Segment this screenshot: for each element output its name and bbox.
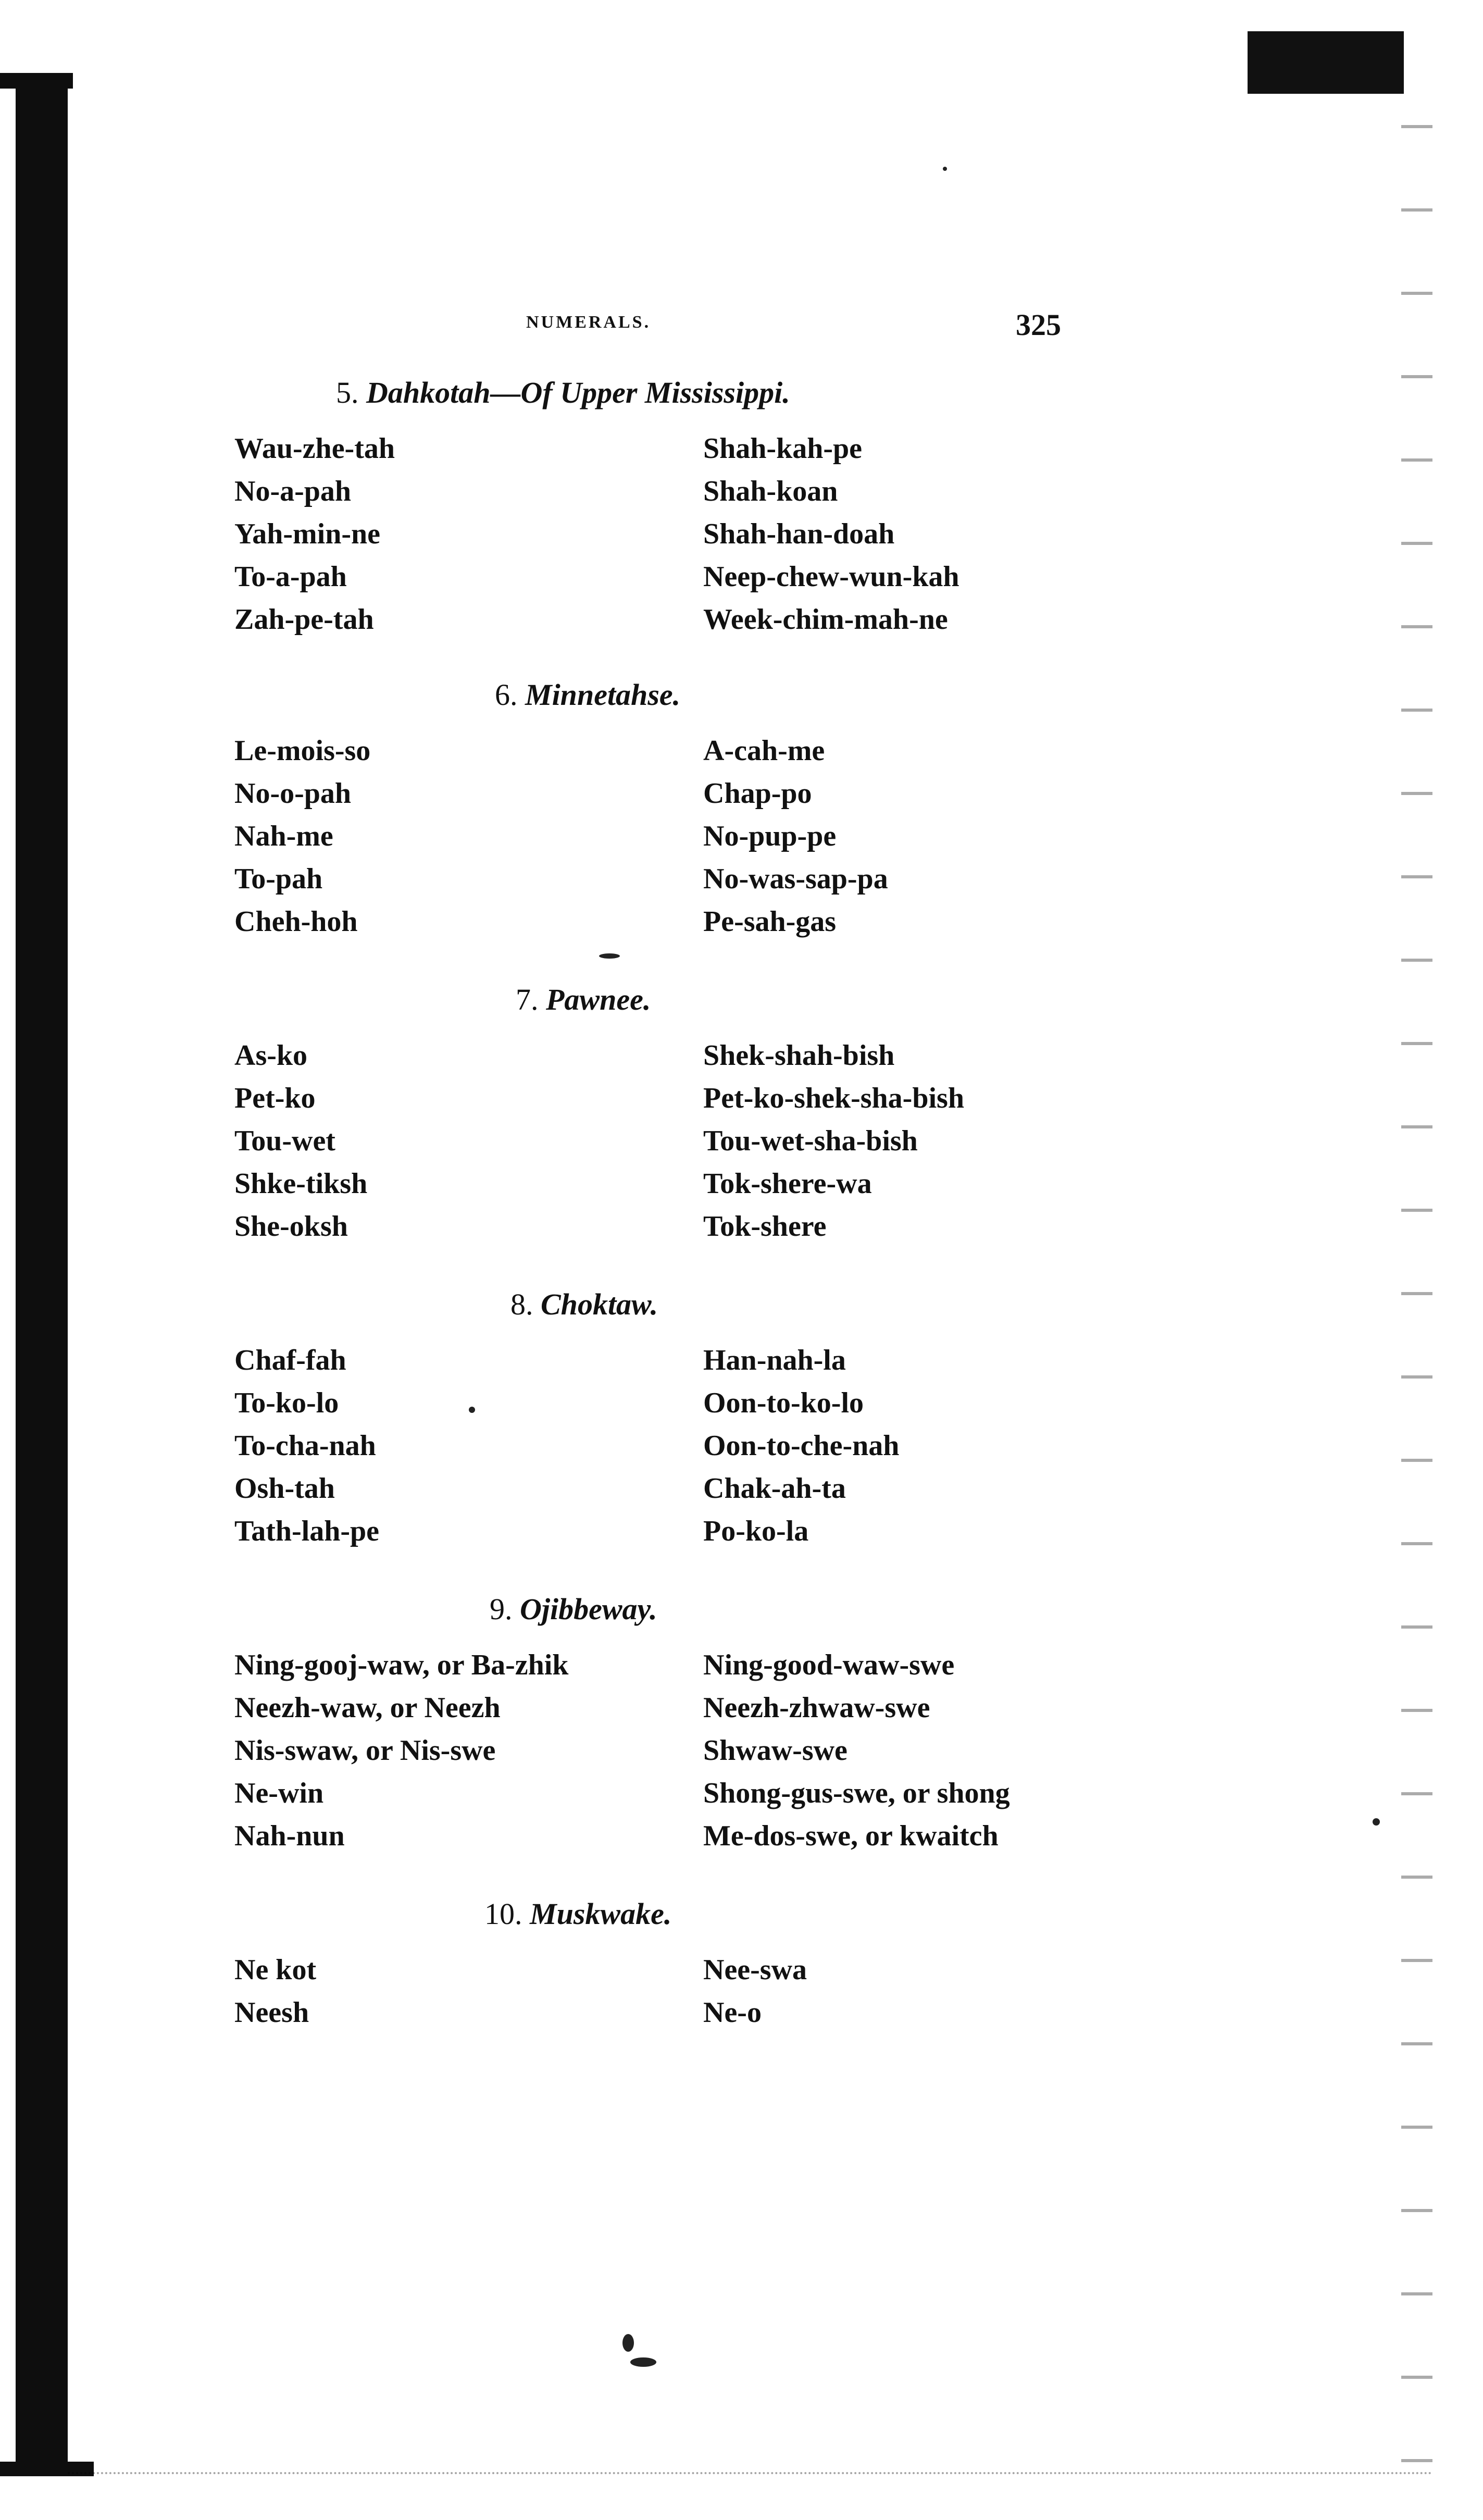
scan-page-edge [1401,78,1432,2475]
numeral-word: Pet-ko-shek-sha-bish [703,1082,964,1114]
numeral-word: Yah-min-ne [234,518,381,550]
numeral-word: A-cah-me [703,735,825,767]
numeral-word: Tou-wet [234,1125,335,1157]
numeral-word: Le-mois-so [234,735,371,767]
numeral-word: No-a-pah [234,475,352,507]
numerals-left-column [234,1034,367,1248]
scan-binding-edge-top [0,73,73,89]
numeral-word: She-oksh [234,1210,348,1243]
numeral-word: As-ko [234,1039,308,1072]
numerals-left-column [234,729,370,943]
section-number: 10. [484,1897,522,1931]
numeral-word: Chak-ah-ta [703,1472,846,1505]
numeral-word: Oon-to-che-nah [703,1430,900,1462]
numeral-word: Shek-shah-bish [703,1039,895,1072]
numeral-word: To-cha-nah [234,1430,376,1462]
numeral-word: Shwaw-swe [703,1734,848,1767]
scan-bottom-edge [68,2472,1432,2476]
numeral-word: Ning-good-waw-swe [703,1649,955,1681]
numerals-left-column [234,427,395,641]
numeral-word: Nah-me [234,820,333,852]
section-heading [495,677,680,712]
numeral-word: Shah-kah-pe [703,432,863,465]
numeral-word: Po-ko-la [703,1515,809,1547]
section-name: Ojibbeway. [520,1592,657,1626]
numeral-word: Tath-lah-pe [234,1515,380,1547]
numeral-word: Tok-shere-wa [703,1168,872,1200]
numeral-word: Nis-swaw, or Nis-swe [234,1734,496,1767]
numeral-word: To-a-pah [234,561,347,593]
speck [622,2334,634,2352]
numeral-word: Shong-gus-swe, or shong [703,1777,1010,1809]
numeral-word: Pe-sah-gas [703,905,837,938]
numerals-right-column [703,1339,899,1553]
numeral-word: Pet-ko [234,1082,316,1114]
numerals-right-column [703,729,888,943]
section-number: 9. [490,1592,513,1626]
numeral-word: Ne kot [234,1954,317,1986]
numerals-right-column [703,1948,807,2034]
numeral-word: To-ko-lo [234,1387,339,1419]
section-number: 5. [336,376,359,409]
numeral-word: Week-chim-mah-ne [703,603,948,636]
numeral-word: Ne-win [234,1777,324,1809]
book-page [224,307,1083,2131]
scan-binding-edge [16,73,68,2475]
section-name: Muskwake. [530,1897,672,1931]
page-number: 325 [1016,308,1061,342]
numeral-word: Osh-tah [234,1472,335,1505]
numerals-right-column [703,1644,1010,1857]
numeral-word: No-o-pah [234,777,352,810]
numeral-word: Shke-tiksh [234,1168,368,1200]
numeral-word: Tok-shere [703,1210,827,1243]
numeral-word: Neezh-waw, or Neezh [234,1692,501,1724]
numeral-word: Zah-pe-tah [234,603,374,636]
section-heading [516,982,651,1017]
numeral-word: Chaf-fah [234,1344,346,1376]
section-heading [336,375,790,410]
numeral-word: To-pah [234,863,323,895]
numeral-word: Ning-gooj-waw, or Ba-zhik [234,1649,569,1681]
speck [943,167,947,171]
numeral-word: Shah-koan [703,475,838,507]
running-title: NUMERALS. [526,313,651,332]
scan-corner-shadow [1248,31,1404,94]
numerals-right-column [703,1034,964,1248]
section-name: Dahkotah—Of Upper Mississippi. [366,376,790,409]
running-head [224,307,1083,354]
numeral-word: Nee-swa [703,1954,807,1986]
numeral-word: Neesh [234,1996,309,2029]
numeral-word: Me-dos-swe, or kwaitch [703,1820,999,1852]
numerals-right-column [703,427,959,641]
speck [630,2357,656,2367]
section-heading [484,1896,671,1931]
section-number: 7. [516,983,539,1016]
section-name: Minnetahse. [525,678,681,712]
section-number: 6. [495,678,518,712]
numerals-left-column [234,1948,316,2034]
numeral-word: Ne-o [703,1996,762,2029]
numerals-left-column [234,1339,379,1553]
numeral-word: Han-nah-la [703,1344,846,1376]
numeral-word: Neep-chew-wun-kah [703,561,959,593]
section-heading [490,1592,657,1627]
section-number: 8. [510,1287,533,1321]
numeral-word: Chap-po [703,777,812,810]
numeral-word: Wau-zhe-tah [234,432,395,465]
numeral-word: Nah-nun [234,1820,345,1852]
numeral-word: No-was-sap-pa [703,863,888,895]
numeral-word: Tou-wet-sha-bish [703,1125,918,1157]
numeral-word: Neezh-zhwaw-swe [703,1692,930,1724]
numeral-word: Cheh-hoh [234,905,358,938]
numeral-word: Shah-han-doah [703,518,895,550]
numeral-word: No-pup-pe [703,820,837,852]
section-name: Choktaw. [541,1287,658,1321]
numerals-left-column [234,1644,568,1857]
speck [1373,1818,1380,1826]
numeral-word: Oon-to-ko-lo [703,1387,864,1419]
section-heading [510,1287,658,1322]
section-name: Pawnee. [546,983,651,1016]
